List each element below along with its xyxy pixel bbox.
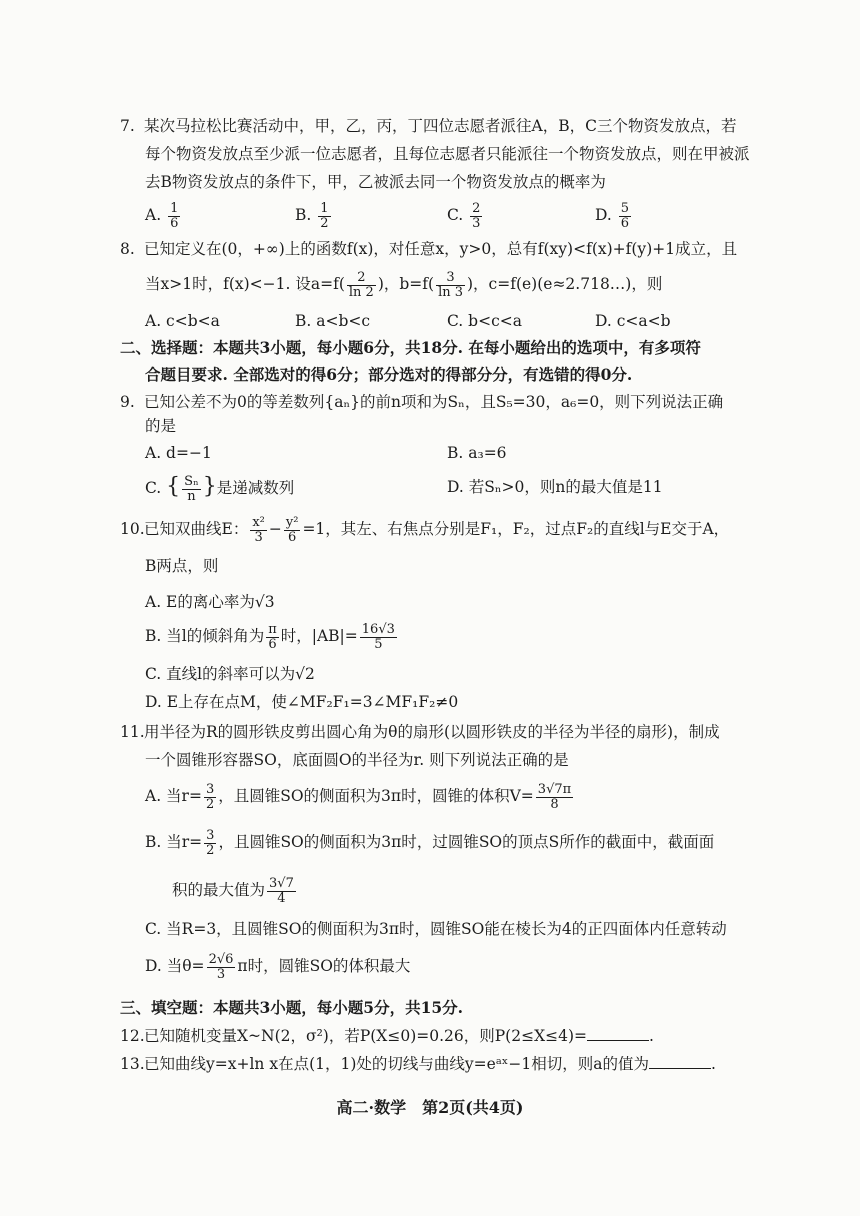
option-c: C. { $\frac{\text{Sₙ}}{n}$ }是递减数列 [145,473,295,504]
question-7-line-3: 去B物资发放点的条件下，甲，乙被派去同一个物资发放点的概率为 [145,173,606,191]
question-text: 某次马拉松比赛活动中，甲，乙，丙，丁四位志愿者派往A，B，C三个物资发放点，若 [144,117,737,135]
question-13: 13.已知曲线y=x+ln x在点(1，1)处的切线与曲线y=eᵃˣ−1相切，则a的值为 . [120,1050,770,1078]
question-number: 7. [120,117,135,135]
option-b: B. $\frac{1}{2}$ [295,200,329,231]
question-text: 已知随机变量X~N(2，σ²)，若P(X≤0)=0.26，则P(2≤X≤4)= [144,1027,587,1045]
question-text: 已知曲线y=x+ln x在点(1，1)处的切线与曲线y=eᵃˣ−1相切，则a的值为 [144,1055,649,1073]
option-c: C. 当R=3，且圆锥SO的侧面积为3π时，圆锥SO能在棱长为4的正四面体内任意转动 [145,920,727,938]
question-7-line-2: 每个物资发放点至少派一位志愿者，且每位志愿者只能派往一个物资发放点，则在甲被派 [145,145,750,163]
option-a: A. 当r= $\frac{3}{2}$ ，且圆锥SO的侧面积为3π时，圆锥的体积V= $\frac{3√7\pi}{8}$ [145,781,572,812]
option-d: D. c<a<b [595,312,671,330]
answer-blank[interactable] [587,1026,649,1041]
option-c: C. b<c<a [447,312,522,330]
page-footer: 高二·数学 第2页(共4页) [336,1098,524,1117]
question-10-line-2: B两点，则 [145,557,219,575]
question-number: 8. [120,240,135,258]
question-7-options [145,200,770,230]
option-d: D. 若Sₙ>0，则n的最大值是11 [447,478,663,496]
answer-blank[interactable] [649,1054,711,1069]
question-9 [120,388,770,416]
option-c: C. $\frac{2}{3}$ [447,200,481,231]
question-9-options-row-2 [145,472,770,502]
question-8 [120,235,770,263]
section-3-heading: 三、填空题：本题共3小题，每小题5分，共15分. [120,998,464,1017]
question-10 [120,515,770,545]
question-number: 10. [120,520,145,538]
question-text: 用半径为R的圆形铁皮剪出圆心角为θ的扇形(以圆形铁皮的半径为半径的扇形)，制成 [144,723,720,741]
option-a: A. $\frac{1}{6}$ [145,200,179,231]
option-b: B. 当r= $\frac{3}{2}$ ，且圆锥SO的侧面积为3π时，过圆锥SO的顶点S所作的截面中，截面面 [145,827,715,858]
question-7 [120,112,770,140]
option-d: D. 当θ= $\frac{2√6}{3}$ π时，圆锥SO的体积最大 [145,951,411,982]
question-11-line-2: 一个圆锥形容器SO，底面圆O的半径为r. 则下列说法正确的是 [145,751,569,769]
option-b: B. a₃=6 [447,444,507,462]
question-9-options-row-1 [145,438,770,468]
question-text: 已知公差不为0的等差数列{aₙ}的前n项和为Sₙ，且S₅=30，a₆=0，则下列说法正确 [144,393,724,411]
option-d: D. E上存在点M，使∠MF₂F₁=3∠MF₁F₂≠0 [145,693,459,711]
section-2-heading: 二、选择题：本题共3小题，每小题6分，共18分. 在每小题给出的选项中，有多项符 [120,338,701,357]
question-text: 已知定义在(0，+∞)上的函数f(x)，对任意x，y>0，总有f(xy)<f(x)+f(y)+1成立，且 [144,240,738,258]
question-text: 已知双曲线E： $\frac{\text{x²}}{3}$ − $\frac{\text{y²}}{6}$ =1，其左、右焦点分别是F₁，F₂，过点F₂的直线l与E交于A， [144,514,730,545]
option-c: C. 直线l的斜率可以为√2 [145,665,315,683]
question-number: 12. [120,1027,145,1045]
question-number: 13. [120,1055,145,1073]
question-8-line-2: 当x>1时，f(x)<−1. 设a=f( $\frac{2}{\ln 2}$ )，b=f( $\frac{3}{\ln 3}$ )，c=f(e)(e≈2.718…)，则 [145,269,663,300]
option-a: A. E的离心率为√3 [145,593,275,611]
question-9-line-2: 的是 [145,417,177,435]
option-d: D. $\frac{5}{6}$ [595,200,630,231]
option-b: B. a<b<c [295,312,371,330]
option-b-line-2: 积的最大值为 $\frac{3√7}{4}$ [172,875,294,906]
section-2-heading-line-2: 合题目要求. 全部选对的得6分；部分选对的得部分分，有选错的得0分. [145,365,633,384]
question-number: 11. [120,723,145,741]
option-a: A. d=−1 [145,444,212,462]
question-number: 9. [120,393,135,411]
question-11 [120,718,770,746]
option-b: B. 当l的倾斜角为 $\frac{\pi}{6}$ 时，|AB|= $\frac{16√3}{5}$ [145,621,395,652]
option-a: A. c<b<a [145,312,220,330]
question-8-options [145,306,770,336]
question-12: 12.已知随机变量X~N(2，σ²)，若P(X≤0)=0.26，则P(2≤X≤4)= . [120,1022,770,1050]
